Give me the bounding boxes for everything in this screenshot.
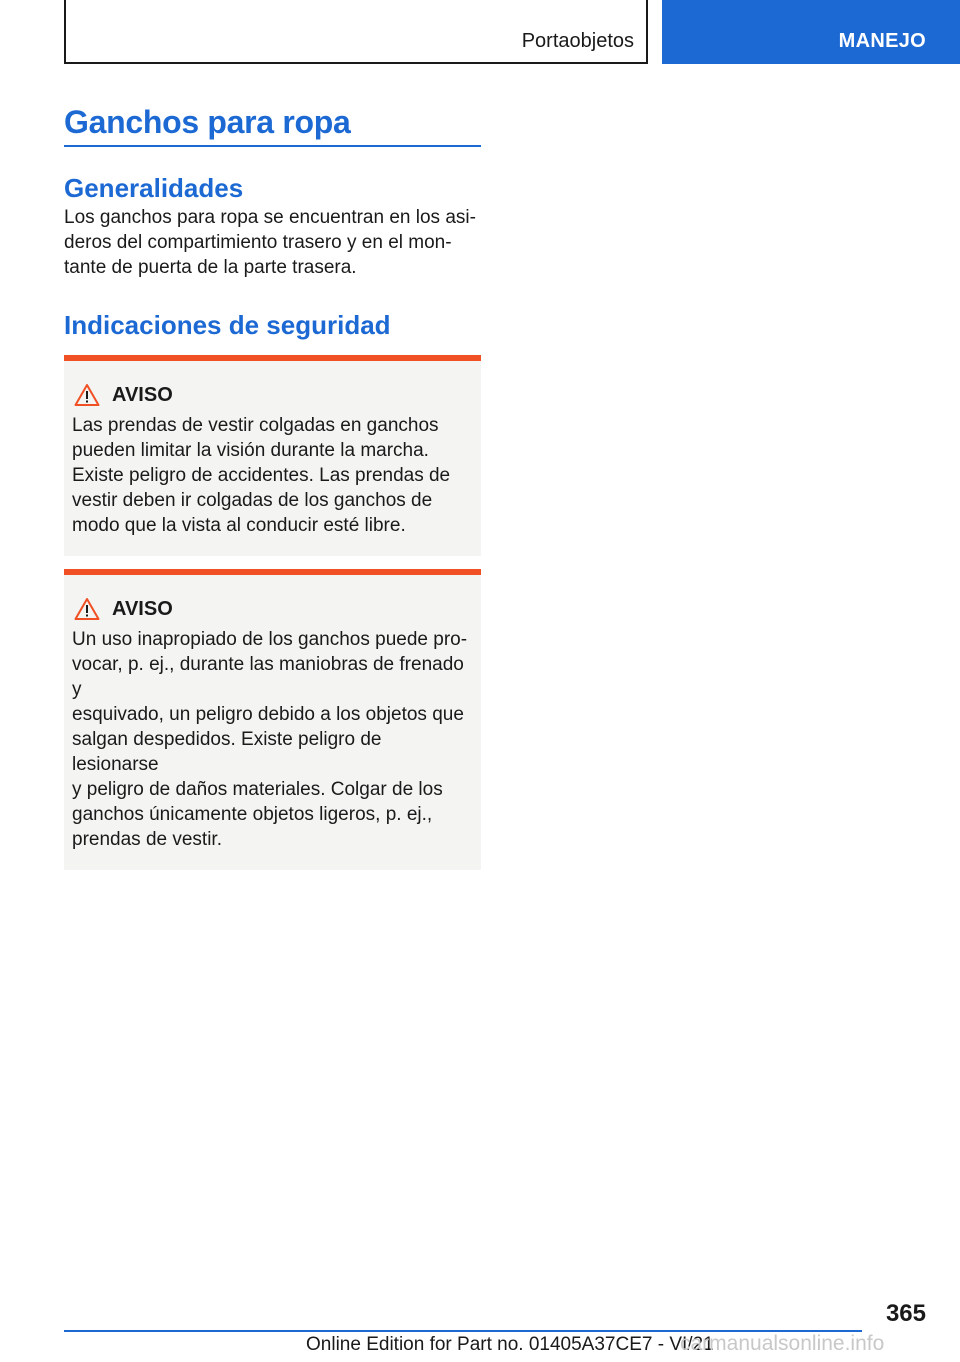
warning-header xyxy=(72,379,473,411)
warning-line: y peligro de daños materiales. Colgar de los xyxy=(72,779,443,800)
paragraph-line: deros del compartimiento trasero y en el mon- xyxy=(64,232,452,253)
warning-line: Un uso inapropiado de los ganchos puede pro- xyxy=(72,629,468,650)
warning-line: esquivado, un peligro debido a los objetos que xyxy=(72,704,464,725)
title-divider xyxy=(64,145,481,147)
main-column xyxy=(64,100,481,870)
warning-line: vocar, p. ej., durante las maniobras de frenado y xyxy=(72,654,464,700)
warning-line: salgan despedidos. Existe peligro de lesionarse xyxy=(72,729,382,775)
section-title: Portaobjetos xyxy=(521,30,634,52)
warning-triangle-icon xyxy=(74,597,100,621)
warning-box xyxy=(64,569,481,870)
warning-line: Existe peligro de accidentes. Las prendas de xyxy=(72,465,451,486)
chapter-tab xyxy=(662,0,960,64)
page-title: Ganchos para ropa xyxy=(64,104,351,140)
warning-line: ganchos únicamente objetos ligeros, p. ej., xyxy=(72,804,433,825)
warning-line: Las prendas de vestir colgadas en ganchos xyxy=(72,415,439,436)
warning-text xyxy=(72,413,473,538)
heading-generalidades: Generalidades xyxy=(64,173,244,203)
paragraph-line: tante de puerta de la parte trasera. xyxy=(64,257,357,278)
warning-line: prendas de vestir. xyxy=(72,829,222,850)
heading-indicaciones: Indicaciones de seguridad xyxy=(64,310,391,340)
warning-title: AVISO xyxy=(112,597,173,620)
paragraph-generalidades xyxy=(64,205,481,280)
warning-box xyxy=(64,355,481,556)
warning-triangle-icon xyxy=(74,383,100,407)
warning-header xyxy=(72,593,473,625)
watermark: carmanualsonline.info xyxy=(680,1332,885,1355)
header-section-box xyxy=(64,0,648,64)
edition-text: Online Edition for Part no. 01405A37CE7 - VI/21 xyxy=(306,1334,714,1355)
paragraph-line: Los ganchos para ropa se encuentran en los asi- xyxy=(64,207,476,228)
warning-line: modo que la vista al conducir esté libre. xyxy=(72,515,406,536)
warning-title: AVISO xyxy=(112,383,173,406)
warning-line: pueden limitar la visión durante la marcha. xyxy=(72,440,429,461)
page-number: 365 xyxy=(885,1300,926,1327)
warning-line: vestir deben ir colgadas de los ganchos de xyxy=(72,490,433,511)
warning-text xyxy=(72,627,473,852)
chapter-label: MANEJO xyxy=(838,30,926,52)
